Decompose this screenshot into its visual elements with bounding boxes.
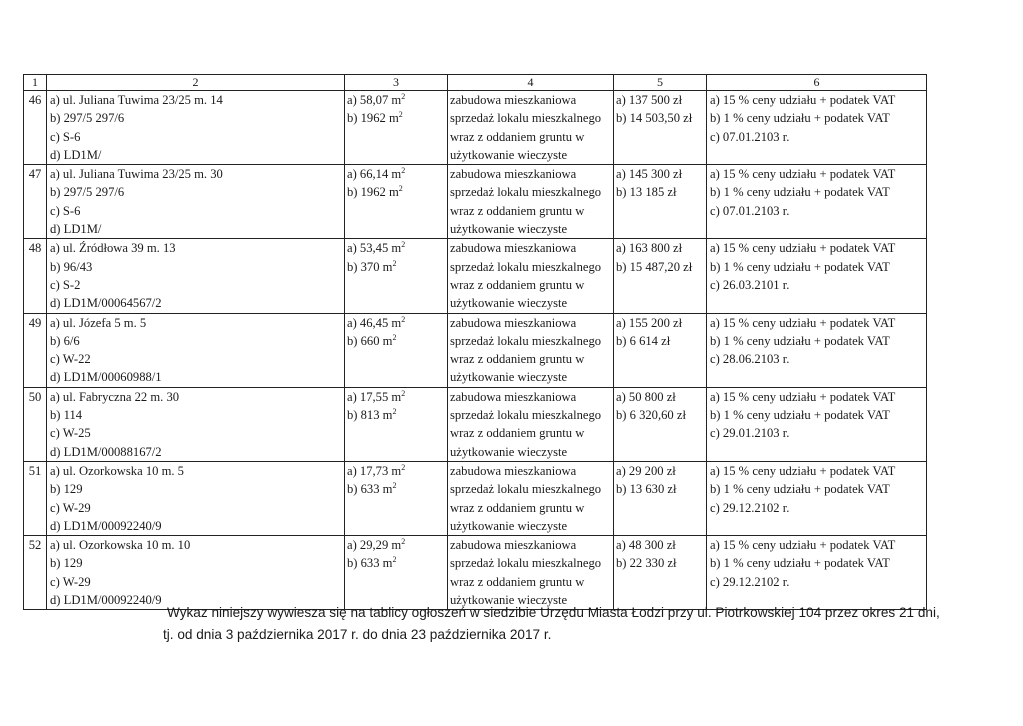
notice-footer — [163, 602, 940, 646]
cell-number — [24, 239, 47, 313]
fee-line: a) 15 % ceny udziału + podatek VAT — [710, 315, 896, 330]
area-line — [345, 536, 447, 554]
type-line: wraz z oddaniem gruntu w — [450, 277, 585, 292]
fee-line: a) 15 % ceny udziału + podatek VAT — [710, 167, 896, 182]
cell-location — [47, 239, 345, 313]
location-line: d) LD1M/00064567/2 — [50, 296, 162, 311]
cell-location — [47, 536, 345, 610]
row-number: 51 — [28, 463, 42, 478]
area-unit-superscript: 2 — [401, 240, 406, 250]
price-line: b) 13 185 zł — [616, 185, 677, 200]
row-number: 46 — [28, 93, 42, 107]
type-line: zabudowa mieszkaniowa — [450, 538, 577, 553]
area-line — [345, 314, 447, 332]
type-line: użytkowanie wieczyste — [450, 147, 568, 162]
type-line: użytkowanie wieczyste — [450, 518, 568, 533]
area-unit-superscript: 2 — [401, 166, 406, 176]
fee-line: c) 07.01.2103 r. — [710, 203, 790, 218]
cell-number — [24, 165, 47, 239]
area-line — [345, 480, 447, 498]
area-line — [345, 258, 447, 276]
type-line: wraz z oddaniem gruntu w — [450, 352, 585, 367]
cell-price — [614, 536, 707, 610]
cell-number — [24, 387, 47, 461]
row-number: 52 — [28, 538, 42, 553]
price-line: b) 15 487,20 zł — [616, 259, 693, 274]
area-value: a) 17,73 m — [347, 463, 402, 478]
location-line: c) S-6 — [50, 203, 81, 218]
notice-line-1: Wykaz niniejszy wywiesza się na tablicy ogłoszeń w siedzibie Urzędu Miasta Łodzi przy ul. Piotrkowskiej 104 przez okres 21 dni, — [167, 605, 940, 620]
location-line: b) 129 — [50, 482, 83, 497]
fee-line: c) 29.01.2103 r. — [710, 426, 790, 441]
area-value: b) 633 m — [347, 556, 393, 571]
location-line: a) ul. Józefa 5 m. 5 — [50, 315, 147, 330]
fee-line: c) 26.03.2101 r. — [710, 277, 790, 292]
cell-location — [47, 165, 345, 239]
price-line: a) 155 200 zł — [616, 315, 683, 330]
type-line: użytkowanie wieczyste — [450, 370, 568, 385]
cell-price — [614, 239, 707, 313]
location-line: c) S-2 — [50, 277, 81, 292]
cell-number — [24, 536, 47, 610]
area-value: b) 813 m — [347, 408, 393, 423]
cell-fees — [707, 461, 927, 535]
cell-price — [614, 461, 707, 535]
area-value: a) 58,07 m — [347, 93, 402, 107]
cell-type — [448, 239, 614, 313]
fee-line: b) 1 % ceny udziału + podatek VAT — [710, 111, 890, 126]
price-line: a) 163 800 zł — [616, 241, 683, 256]
row-number: 50 — [28, 389, 42, 404]
table-row — [24, 239, 927, 313]
cell-type — [448, 536, 614, 610]
location-line: b) 6/6 — [50, 333, 80, 348]
location-line: c) W-22 — [50, 352, 91, 367]
fee-line: a) 15 % ceny udziału + podatek VAT — [710, 241, 896, 256]
location-line: d) LD1M/ — [50, 222, 102, 237]
location-line: b) 297/5 297/6 — [50, 185, 125, 200]
area-line — [345, 388, 447, 406]
cell-type — [448, 387, 614, 461]
type-line: wraz z oddaniem gruntu w — [450, 574, 585, 589]
type-line: zabudowa mieszkaniowa — [450, 463, 577, 478]
header-col-6: 6 — [707, 75, 927, 91]
cell-fees — [707, 536, 927, 610]
notice-line-2: tj. od dnia 3 października 2017 r. do dnia 23 października 2017 r. — [163, 627, 552, 642]
type-line: sprzedaż lokalu mieszkalnego — [450, 333, 602, 348]
area-value: a) 53,45 m — [347, 241, 402, 256]
area-unit-superscript: 2 — [392, 481, 397, 491]
header-col-4: 4 — [448, 75, 614, 91]
type-line: zabudowa mieszkaniowa — [450, 315, 577, 330]
fee-line: c) 29.12.2102 r. — [710, 500, 790, 515]
table-row — [24, 165, 927, 239]
location-line: a) ul. Źródłowa 39 m. 13 — [50, 241, 176, 256]
location-line: c) S-6 — [50, 129, 81, 144]
area-line — [345, 332, 447, 350]
cell-area — [345, 165, 448, 239]
area-value: a) 29,29 m — [347, 538, 402, 553]
fee-line: c) 28.06.2103 r. — [710, 352, 790, 367]
price-line: b) 13 630 zł — [616, 482, 677, 497]
price-line: a) 48 300 zł — [616, 538, 676, 553]
area-unit-superscript: 2 — [401, 388, 406, 398]
cell-price — [614, 165, 707, 239]
fee-line: c) 29.12.2102 r. — [710, 574, 790, 589]
area-value: b) 1962 m — [347, 185, 399, 200]
price-line: a) 50 800 zł — [616, 389, 676, 404]
type-line: zabudowa mieszkaniowa — [450, 389, 577, 404]
type-line: sprzedaż lokalu mieszkalnego — [450, 482, 602, 497]
price-line: a) 145 300 zł — [616, 167, 683, 182]
table-row — [24, 387, 927, 461]
price-line: b) 6 320,60 zł — [616, 408, 686, 423]
type-line: wraz z oddaniem gruntu w — [450, 500, 585, 515]
area-value: a) 17,55 m — [347, 389, 402, 404]
cell-type — [448, 165, 614, 239]
cell-fees — [707, 239, 927, 313]
fee-line: b) 1 % ceny udziału + podatek VAT — [710, 185, 890, 200]
area-value: b) 660 m — [347, 333, 393, 348]
cell-area — [345, 387, 448, 461]
area-unit-superscript: 2 — [392, 332, 397, 342]
row-number: 49 — [28, 315, 42, 330]
header-col-5: 5 — [614, 75, 707, 91]
location-line: b) 129 — [50, 556, 83, 571]
area-unit-superscript: 2 — [398, 110, 403, 120]
cell-area — [345, 536, 448, 610]
fee-line: a) 15 % ceny udziału + podatek VAT — [710, 463, 896, 478]
cell-type — [448, 91, 614, 165]
cell-area — [345, 461, 448, 535]
location-line: a) ul. Ozorkowska 10 m. 10 — [50, 538, 191, 553]
area-line — [345, 462, 447, 480]
location-line: c) W-29 — [50, 574, 91, 589]
area-value: a) 46,45 m — [347, 315, 402, 330]
cell-price — [614, 91, 707, 165]
location-line: d) LD1M/00092240/9 — [50, 518, 162, 533]
type-line: sprzedaż lokalu mieszkalnego — [450, 111, 602, 126]
table-row — [24, 313, 927, 387]
area-line — [345, 109, 447, 127]
row-number: 48 — [28, 241, 42, 256]
table-row — [24, 91, 927, 165]
location-line: a) ul. Juliana Tuwima 23/25 m. 30 — [50, 167, 223, 182]
cell-price — [614, 387, 707, 461]
area-line — [345, 91, 447, 109]
area-unit-superscript: 2 — [401, 92, 406, 101]
area-line — [345, 406, 447, 424]
cell-type — [448, 313, 614, 387]
area-unit-superscript: 2 — [401, 537, 406, 547]
cell-number — [24, 313, 47, 387]
area-value: b) 633 m — [347, 482, 393, 497]
area-unit-superscript: 2 — [401, 314, 406, 324]
cell-number — [24, 91, 47, 165]
cell-number — [24, 461, 47, 535]
fee-line: a) 15 % ceny udziału + podatek VAT — [710, 538, 896, 553]
location-line: a) ul. Juliana Tuwima 23/25 m. 14 — [50, 93, 223, 107]
type-line: sprzedaż lokalu mieszkalnego — [450, 259, 602, 274]
fee-line: b) 1 % ceny udziału + podatek VAT — [710, 482, 890, 497]
fee-line: b) 1 % ceny udziału + podatek VAT — [710, 408, 890, 423]
location-line: d) LD1M/00088167/2 — [50, 444, 162, 459]
table-row — [24, 536, 927, 610]
cell-fees — [707, 387, 927, 461]
location-line: b) 297/5 297/6 — [50, 111, 125, 126]
location-line: d) LD1M/00092240/9 — [50, 593, 162, 608]
fee-line: b) 1 % ceny udziału + podatek VAT — [710, 333, 890, 348]
area-line — [345, 165, 447, 183]
location-line: a) ul. Fabryczna 22 m. 30 — [50, 389, 180, 404]
type-line: zabudowa mieszkaniowa — [450, 167, 577, 182]
table-row — [24, 461, 927, 535]
area-value: a) 66,14 m — [347, 167, 402, 182]
cell-fees — [707, 91, 927, 165]
location-line: c) W-29 — [50, 500, 91, 515]
type-line: sprzedaż lokalu mieszkalnego — [450, 408, 602, 423]
area-unit-superscript: 2 — [392, 555, 397, 565]
type-line: użytkowanie wieczyste — [450, 222, 568, 237]
cell-area — [345, 91, 448, 165]
fee-line: a) 15 % ceny udziału + podatek VAT — [710, 93, 896, 107]
location-line: b) 96/43 — [50, 259, 93, 274]
type-line: użytkowanie wieczyste — [450, 296, 568, 311]
cell-area — [345, 313, 448, 387]
row-number: 47 — [28, 167, 42, 182]
price-line: a) 137 500 zł — [616, 93, 683, 107]
type-line: wraz z oddaniem gruntu w — [450, 426, 585, 441]
type-line: użytkowanie wieczyste — [450, 593, 568, 608]
header-row — [24, 75, 927, 91]
area-line — [345, 183, 447, 201]
area-unit-superscript: 2 — [392, 407, 397, 417]
location-line: b) 114 — [50, 408, 83, 423]
type-line: zabudowa mieszkaniowa — [450, 93, 577, 107]
fee-line: b) 1 % ceny udziału + podatek VAT — [710, 259, 890, 274]
cell-area — [345, 239, 448, 313]
area-value: b) 370 m — [347, 259, 393, 274]
type-line: sprzedaż lokalu mieszkalnego — [450, 556, 602, 571]
fee-line: b) 1 % ceny udziału + podatek VAT — [710, 556, 890, 571]
area-unit-superscript: 2 — [401, 462, 406, 472]
location-line: d) LD1M/00060988/1 — [50, 370, 162, 385]
header-col-2: 2 — [47, 75, 345, 91]
property-table — [23, 74, 927, 610]
cell-location — [47, 461, 345, 535]
area-value: b) 1962 m — [347, 111, 399, 126]
cell-fees — [707, 165, 927, 239]
header-col-3: 3 — [345, 75, 448, 91]
area-line — [345, 239, 447, 257]
type-line: wraz z oddaniem gruntu w — [450, 129, 585, 144]
type-line: użytkowanie wieczyste — [450, 444, 568, 459]
location-line: d) LD1M/ — [50, 147, 102, 162]
fee-line: a) 15 % ceny udziału + podatek VAT — [710, 389, 896, 404]
price-line: b) 6 614 zł — [616, 333, 671, 348]
price-line: a) 29 200 zł — [616, 463, 676, 478]
price-line: b) 14 503,50 zł — [616, 111, 693, 126]
price-line: b) 22 330 zł — [616, 556, 677, 571]
cell-location — [47, 387, 345, 461]
area-unit-superscript: 2 — [392, 258, 397, 268]
location-line: a) ul. Ozorkowska 10 m. 5 — [50, 463, 184, 478]
cell-location — [47, 91, 345, 165]
cell-fees — [707, 313, 927, 387]
type-line: zabudowa mieszkaniowa — [450, 241, 577, 256]
cell-type — [448, 461, 614, 535]
fee-line: c) 07.01.2103 r. — [710, 129, 790, 144]
cell-price — [614, 313, 707, 387]
area-unit-superscript: 2 — [398, 184, 403, 194]
location-line: c) W-25 — [50, 426, 91, 441]
type-line: wraz z oddaniem gruntu w — [450, 203, 585, 218]
cell-location — [47, 313, 345, 387]
area-line — [345, 554, 447, 572]
header-col-1: 1 — [24, 75, 47, 91]
type-line: sprzedaż lokalu mieszkalnego — [450, 185, 602, 200]
